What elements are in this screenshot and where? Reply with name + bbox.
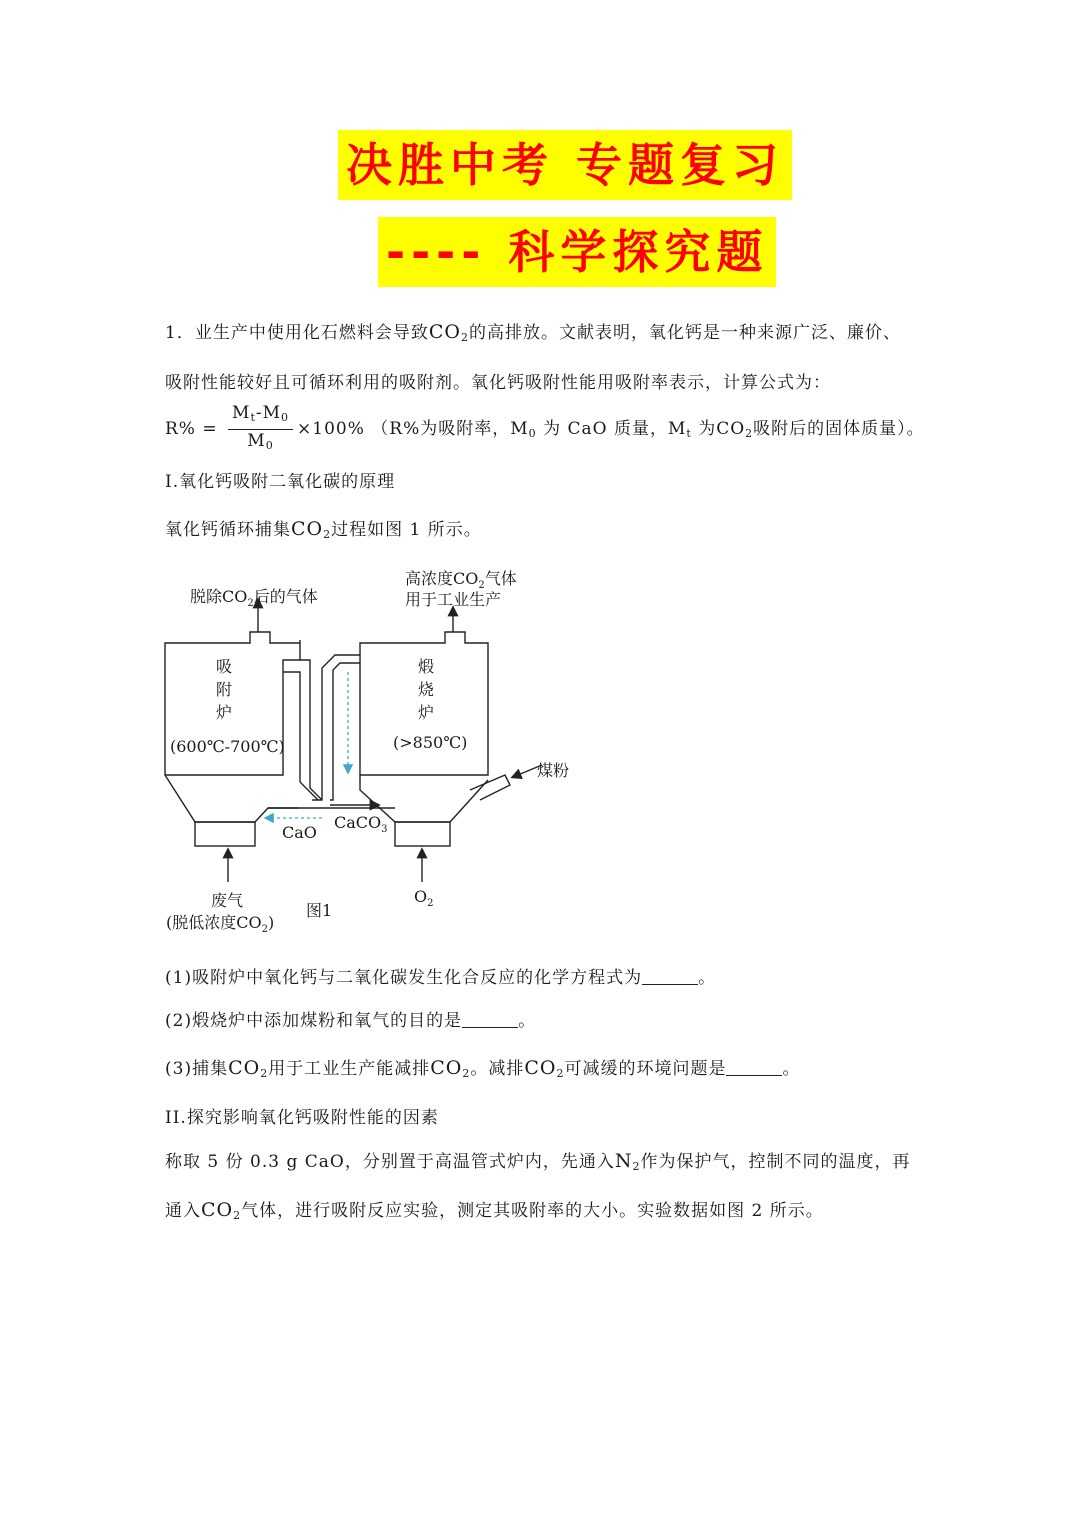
figure-intro: 氧化钙循环捕集$CO_2$过程如图 1 所示。 xyxy=(165,518,482,541)
left-furnace-char-3: 炉 xyxy=(216,703,233,722)
question-intro-line-2: 吸附性能较好且可循环利用的吸附剂。氧化钙吸附性能用吸附率表示，计算公式为： xyxy=(165,373,831,393)
question-part-3: (3)捕集$CO_2$用于工业生产能减排$CO_2$。减排$CO_2$可减缓的环境问题是 。 xyxy=(165,1057,801,1080)
left-furnace-temp: (600℃-700℃) xyxy=(170,737,285,756)
label-gas-after-removal: 脱除$CO_2$后的气体 xyxy=(190,587,318,609)
right-furnace-char-3: 炉 xyxy=(418,703,435,722)
right-furnace-char-1: 煅 xyxy=(418,657,435,676)
label-high-co2: 高浓度$CO_2$气体 xyxy=(405,569,517,591)
answer-blank-2[interactable] xyxy=(462,1012,518,1028)
section-heading-2: II.探究影响氧化钙吸附性能的因素 xyxy=(165,1108,439,1128)
label-coal: 煤粉 xyxy=(537,761,570,780)
left-furnace-char-1: 吸 xyxy=(216,657,233,676)
label-cao: CaO xyxy=(282,823,317,842)
right-furnace-temp: (>850℃) xyxy=(393,733,468,752)
experiment-line-1: 称取 5 份 0.3 g CaO，分别置于高温管式炉内，先通入$N_2$作为保护气，控制不同的温度，再 xyxy=(165,1150,911,1173)
formula-fraction: $\frac{M_t-M_0}{M_0}$ xyxy=(228,402,293,457)
answer-blank-3[interactable] xyxy=(726,1060,782,1076)
answer-blank-1[interactable] xyxy=(642,969,698,985)
question-part-1: (1)吸附炉中氧化钙与二氧化碳发生化合反应的化学方程式为 。 xyxy=(165,968,717,988)
question-part-2: (2)煅烧炉中添加煤粉和氧气的目的是 。 xyxy=(165,1011,537,1031)
left-furnace-char-2: 附 xyxy=(216,680,233,699)
label-o2: $O_2$ xyxy=(414,887,434,909)
section-heading-1: I.氧化钙吸附二氧化碳的原理 xyxy=(165,472,396,492)
page-subtitle: ---- 科学探究题 xyxy=(378,217,776,287)
experiment-line-2: 通入$CO_2$气体，进行吸附反应实验，测定其吸附率的大小。实验数据如图 2 所示。 xyxy=(165,1199,824,1222)
formula-line: R% = $\frac{M_t-M_0}{M_0}$ ×100% （R%为吸附率，$M_0$ 为 CaO 质量，$M_t$ 为$CO_2$吸附后的固体质量）。 xyxy=(165,402,925,457)
label-waste-gas: 废气 xyxy=(211,891,244,910)
label-low-co2: (脱低浓度$CO_2$) xyxy=(166,913,275,935)
label-industrial-use: 用于工业生产 xyxy=(405,590,502,609)
label-caco3: CaCO$_3$ xyxy=(334,813,388,835)
page-title: 决胜中考 专题复习 xyxy=(338,130,792,200)
right-furnace-char-2: 烧 xyxy=(418,680,435,699)
question-intro-line-1: 1．业生产中使用化石燃料会导致$CO_2$的高排放。文献表明，氧化钙是一种来源广泛、廉价、 xyxy=(165,321,901,344)
figure-caption: 图1 xyxy=(306,901,333,920)
figure-1-diagram xyxy=(150,560,590,945)
